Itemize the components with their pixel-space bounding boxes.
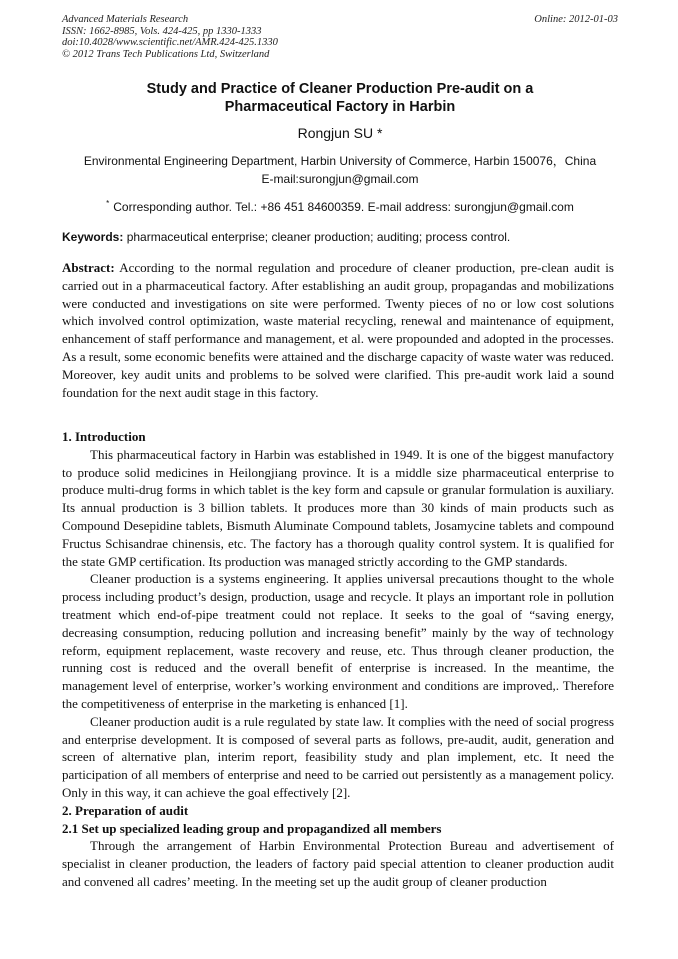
section-heading-introduction: 1. Introduction [62,429,146,444]
doi-line: doi:10.4028/www.scientific.net/AMR.424-425.1330 [62,37,278,48]
journal-header [62,14,618,60]
online-date: Online: 2012-01-03 [534,14,618,25]
intro-paragraph-3: Cleaner production audit is a rule regulated by state law. It complies with the need of social progress and enterprise development. It is composed of several parts as follows, pre-audit, audit, generation and screen of alternative plan, interim report, feasibility study and plan implement, etc. It need the participation of all members of enterprise and need to be carried out persistently as a management policy. Only in this way, it can achieve the goal effectively [2]. [62,713,614,800]
body-text [62,428,614,891]
abstract [62,259,614,401]
paper-title [62,80,618,116]
subsection-heading-2-1: 2.1 Set up specialized leading group and propagandized all members [62,820,442,836]
title-line-2: Pharmaceutical Factory in Harbin [224,99,456,115]
corresponding-mark: * [106,199,110,208]
abstract-label: Abstract: [62,260,115,275]
keywords-text: pharmaceutical enterprise; cleaner production; auditing; process control. [126,230,511,244]
intro-paragraph-2: Cleaner production is a systems engineering. It applies universal precautions thought to the whole process including product’s design, production, usage and recycle. It plays an important role in pollution treatment which end-of-pipe treatment could not replace. It seeks to the goal of “saving energy, decreasing consumption, reducing pollution and increasing benefit” mainly by the way of technology reform, equipment replacement, waste recovery and reuse, etc. Thus through cleaner production, the running cost is reduced and the overall benefit of enterprise is increased. In the meantime, the management level of enterprise, worker’s working environment and conditions are improved,. Therefore the competitiveness of enterprise in the marketing is enhanced [1]. [62,571,614,711]
title-line-1: Study and Practice of Cleaner Production Pre-audit on a [146,81,534,97]
copyright-line: © 2012 Trans Tech Publications Ltd, Switzerland [62,48,270,60]
abstract-text: According to the normal regulation and procedure of cleaner production, pre-clean audit is carried out in a pharmaceutical factory. After establishing an audit group, propagandas and mobilizations were conducted and investigations on site were performed. Twenty pieces of no or low cost solutions which involved control optimization, waste material recycling, renewal and maintenance of equipment, enhancement of staff performance and management, et al. were propounded and adopted in the processes. As a result, some economic benefits were attained and the discharge capacity of waste water was reduced. Moreover, key audit units and problems to be solved were clarified. This pre-audit work laid a sound foundation for the next audit stage in this factory. [62,260,614,400]
preparation-paragraph-1: Through the arrangement of Harbin Environmental Protection Bureau and advertisement of specialist in cleaner production, the leaders of factory paid special attention to cleaner production audit and convened all cadres’ meeting. In the meeting set up the audit group of cleaner production [62,838,614,889]
affiliation [40,152,640,188]
keywords [62,229,618,245]
issn-line: ISSN: 1662-8985, Vols. 424-425, pp 1330-1333 [62,25,262,37]
corresponding-author [40,196,640,215]
journal-name: Advanced Materials Research [62,14,189,25]
author-name: Rongjun SU * [297,125,383,141]
section-heading-preparation: 2. Preparation of audit [62,802,189,818]
affiliation-dept: Environmental Engineering Department, Harbin University of Commerce, Harbin 150076，China [83,154,597,168]
affiliation-email: E-mail:surongjun@gmail.com [261,172,419,186]
keywords-label: Keywords: [62,230,124,244]
intro-paragraph-1: This pharmaceutical factory in Harbin was established in 1949. It is one of the biggest manufactory to produce solid medicines in Heilongjiang province. It is a middle size pharmaceutical enterprise to produce multi-drug forms in which tablet is the key form and capsule or granular formulation is auxiliary. Its annual production is 3 billion tablets. It produces more than 30 kinds of main products such as Compound Desepidine tablets, Bismuth Aluminate Compound tablets, Josamycine tablets and compound Fructus Schisandrae chinensis, etc. The factory has a thorough quality control system. It is qualified for the state GMP certification. Its production was managed strictly according to the GMP standards. [62,446,614,569]
corresponding-text: Corresponding author. Tel.: +86 451 84600359. E-mail address: surongjun@gmail.com [113,200,574,214]
